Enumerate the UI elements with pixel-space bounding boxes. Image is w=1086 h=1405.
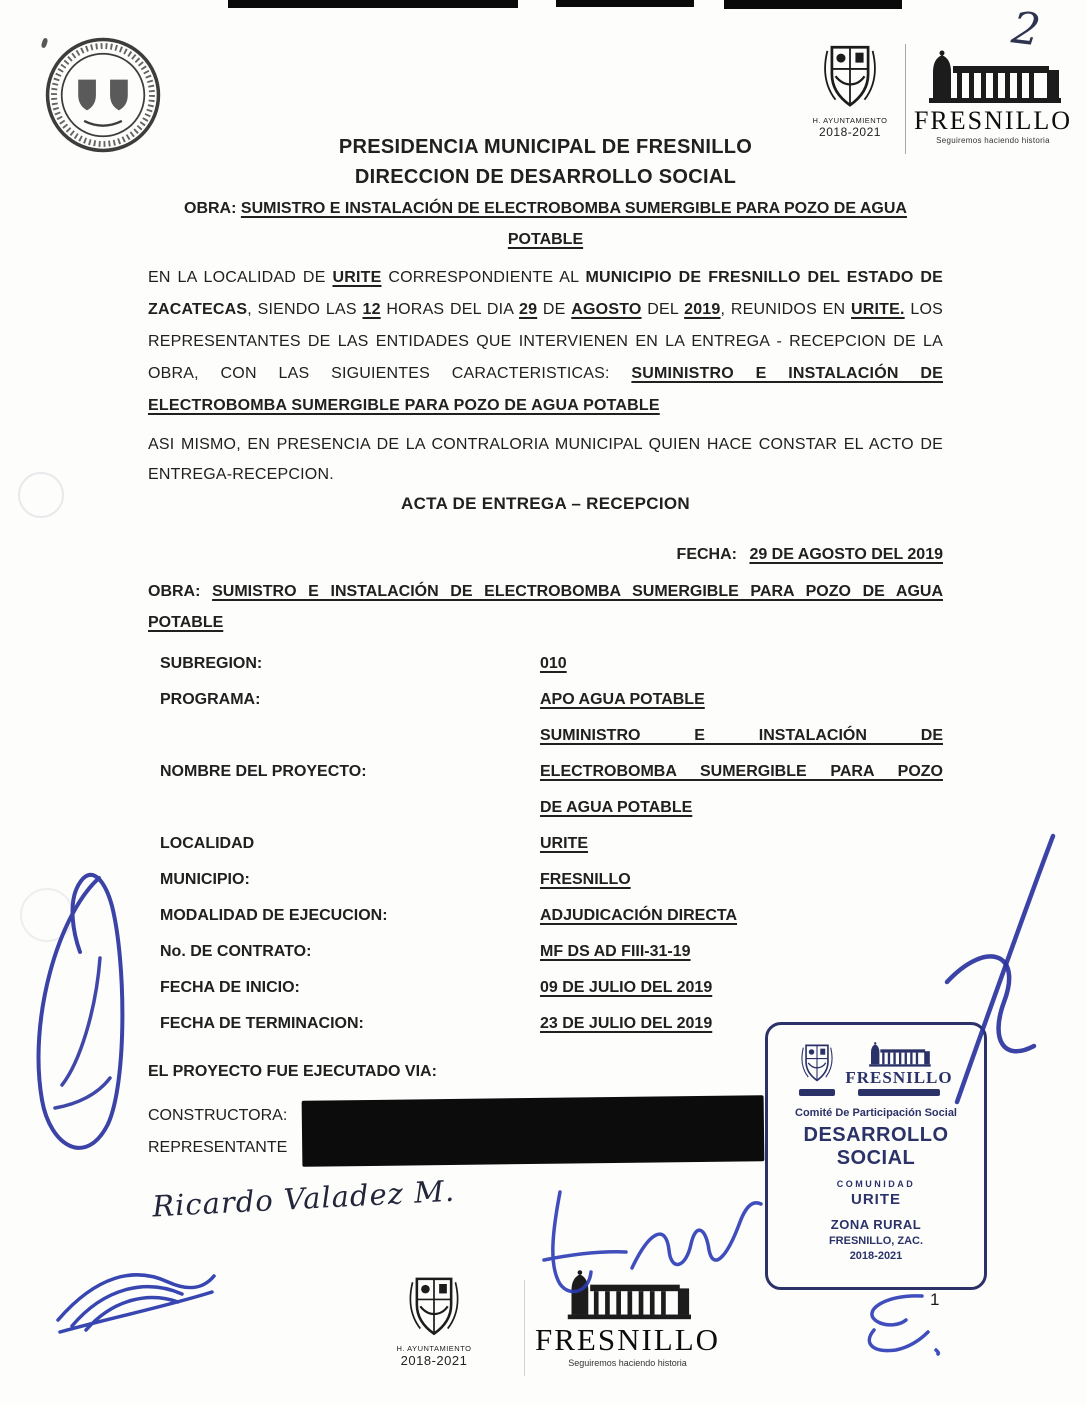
constructora-label: CONSTRUCTORA: xyxy=(148,1107,288,1124)
field-value-terminacion: 23 DE JULIO DEL 2019 xyxy=(540,1015,713,1032)
field-label-inicio: FECHA DE INICIO: xyxy=(160,979,300,996)
title-presidencia: PRESIDENCIA MUNICIPAL DE FRESNILLO xyxy=(338,136,753,158)
faint-stamp-ghost xyxy=(18,472,64,518)
field-row-localidad xyxy=(160,826,943,862)
obra-header-line1 xyxy=(148,194,943,224)
footer-ayuntamiento-label: H. AYUNTAMIENTO xyxy=(396,1344,472,1353)
field-value-localidad: URITE xyxy=(540,835,588,852)
stamp-crest-icon xyxy=(800,1041,834,1087)
scan-artifact-bar xyxy=(724,0,902,9)
field-value-inicio: 09 DE JULIO DEL 2019 xyxy=(540,979,713,996)
stamp-zona: ZONA RURAL xyxy=(830,1217,922,1232)
intro-paragraph: EN LA LOCALIDAD DE URITE CORRESPONDIENTE AL MUNICIPIO DE FRESNILLO DEL ESTADO DE ZACATECAS, SIENDO LAS 12 HORAS DEL DIA 29 DE AGOSTO DEL 2019, REUNIDOS EN URITE. LOS REPRESENTANTES DE LAS ENTIDADES QUE INTERVIENEN EN LA ENTREGA - RECEPCION DE LA OBRA, CON LAS SIGUIENTES CARACTERISTICAS: SUMINISTRO E INSTALACIÓN DE ELECTROBOMBA SUMERGIBLE PARA POZO DE AGUA POTABLE xyxy=(148,269,944,414)
ayuntamiento-years: 2018-2021 xyxy=(819,125,881,139)
redaction-bar xyxy=(302,1095,765,1167)
fresnillo-logo-block xyxy=(912,46,1074,145)
field-row-inicio xyxy=(160,970,943,1006)
obra-label: OBRA: xyxy=(184,200,241,217)
stamp-logo-row xyxy=(768,1032,984,1104)
field-value-programa: APO AGUA POTABLE xyxy=(540,691,705,708)
document-header xyxy=(148,134,943,256)
field-label-municipio: MUNICIPIO: xyxy=(160,871,250,888)
stamp-monument-icon xyxy=(857,1040,941,1068)
field-label-subregion: SUBREGION: xyxy=(160,655,263,672)
fecha-value: 29 DE AGOSTO DEL 2019 xyxy=(749,546,943,563)
stamp-comunidad-value: URITE xyxy=(851,1191,901,1208)
field-value-modalidad: ADJUDICACIÓN DIRECTA xyxy=(540,907,738,924)
representante-label: REPRESENTANTE xyxy=(148,1139,288,1156)
signature-bottom-left-scribble xyxy=(58,1275,214,1332)
project-fields xyxy=(148,646,943,1042)
faint-stamp-ghost xyxy=(20,888,74,942)
obra-section-label: OBRA: xyxy=(148,583,213,600)
handwritten-corner-number: 2 xyxy=(1008,2,1044,57)
field-row-municipio xyxy=(160,862,943,898)
obra-header-line2: POTABLE xyxy=(507,231,584,248)
field-row-programa xyxy=(160,682,943,718)
ayuntamiento-logo-block xyxy=(802,40,898,139)
stamp-crest-ribbon xyxy=(799,1089,835,1096)
field-row-modalidad xyxy=(160,898,943,934)
footer-fresnillo-slogan: Seguiremos haciendo historia xyxy=(568,1358,687,1368)
field-value-contrato: MF DS AD FIII-31-19 xyxy=(540,943,691,960)
stamp-title: DESARROLLO SOCIAL xyxy=(803,1124,949,1169)
field-row-subregion xyxy=(160,646,943,682)
scan-artifact-bar xyxy=(556,0,694,7)
signature-e-mark xyxy=(869,1296,938,1354)
field-label-proyecto: NOMBRE DEL PROYECTO: xyxy=(160,763,367,780)
acta-title: ACTA DE ENTREGA – RECEPCION xyxy=(401,494,690,513)
stamp-comunidad-label: COMUNIDAD xyxy=(836,1179,916,1189)
obra-section-value: SUMISTRO E INSTALACIÓN DE ELECTROBOMBA SUMERGIBLE PARA POZO DE AGUA POTABLE xyxy=(148,583,943,631)
stamp-fresnillo-wordmark: FRESNILLO xyxy=(845,1068,953,1087)
footer-ayuntamiento-years: 2018-2021 xyxy=(400,1353,468,1368)
fecha-label: FECHA: xyxy=(676,546,737,563)
field-row-proyecto xyxy=(160,718,943,826)
obra-section-line xyxy=(148,576,943,638)
scan-artifact-bar xyxy=(228,0,518,8)
field-label-terminacion: FECHA DE TERMINACION: xyxy=(160,1015,364,1032)
obra-text: SUMISTRO E INSTALACIÓN DE ELECTROBOMBA SUMERGIBLE PARA POZO DE AGUA xyxy=(240,200,907,217)
field-label-programa: PROGRAMA: xyxy=(160,691,261,708)
ejecutado-line: EL PROYECTO FUE EJECUTADO VIA: xyxy=(148,1063,437,1080)
field-value-municipio: FRESNILLO xyxy=(540,871,631,888)
signature-left-inner-strokes xyxy=(55,958,110,1108)
footer-fresnillo-wordmark: FRESNILLO xyxy=(535,1322,721,1357)
municipal-seal-logo xyxy=(44,36,162,154)
field-label-contrato: No. DE CONTRATO: xyxy=(160,943,312,960)
fresnillo-slogan: Seguiremos haciendo historia xyxy=(936,136,1050,145)
footer-logo-divider xyxy=(524,1280,525,1376)
fresnillo-wordmark: FRESNILLO xyxy=(913,106,1073,135)
footer-ayuntamiento-logo xyxy=(388,1272,480,1368)
field-value-proyecto: SUMINISTRO E INSTALACIÓN DE ELECTROBOMBA SUMERGIBLE PARA POZO DE AGUA POTABLE xyxy=(540,727,943,816)
field-label-modalidad: MODALIDAD DE EJECUCION: xyxy=(160,907,388,924)
fresnillo-monument-icon xyxy=(918,46,1068,106)
contraloria-paragraph: ASI MISMO, EN PRESENCIA DE LA CONTRALORIA MUNICIPAL QUIEN HACE CONSTAR EL ACTO DE ENTREGA-RECEPCION. xyxy=(148,436,943,483)
field-row-contrato xyxy=(160,934,943,970)
footer-fresnillo-logo xyxy=(535,1266,720,1368)
page-number: 1 xyxy=(930,1290,940,1309)
title-direccion: DIRECCION DE DESARROLLO SOCIAL xyxy=(354,166,737,188)
handwritten-name: Ricardo Valadez M. xyxy=(151,1173,456,1224)
stamp-years: 2018-2021 xyxy=(849,1250,903,1262)
ayuntamiento-crest-icon xyxy=(822,40,878,116)
footer-crest-icon xyxy=(407,1272,461,1344)
ayuntamiento-label: H. AYUNTAMIENTO xyxy=(812,116,888,125)
stamp-city: FRESNILLO, ZAC. xyxy=(828,1235,924,1247)
footer-monument-icon xyxy=(545,1266,710,1322)
stamp-committee-line: Comité De Participación Social xyxy=(795,1107,957,1119)
fecha-line xyxy=(148,546,943,564)
field-label-localidad: LOCALIDAD xyxy=(160,835,255,852)
desarrollo-social-stamp xyxy=(765,1022,987,1290)
stamp-slogan-bar xyxy=(858,1089,940,1096)
field-value-subregion: 010 xyxy=(540,655,567,672)
